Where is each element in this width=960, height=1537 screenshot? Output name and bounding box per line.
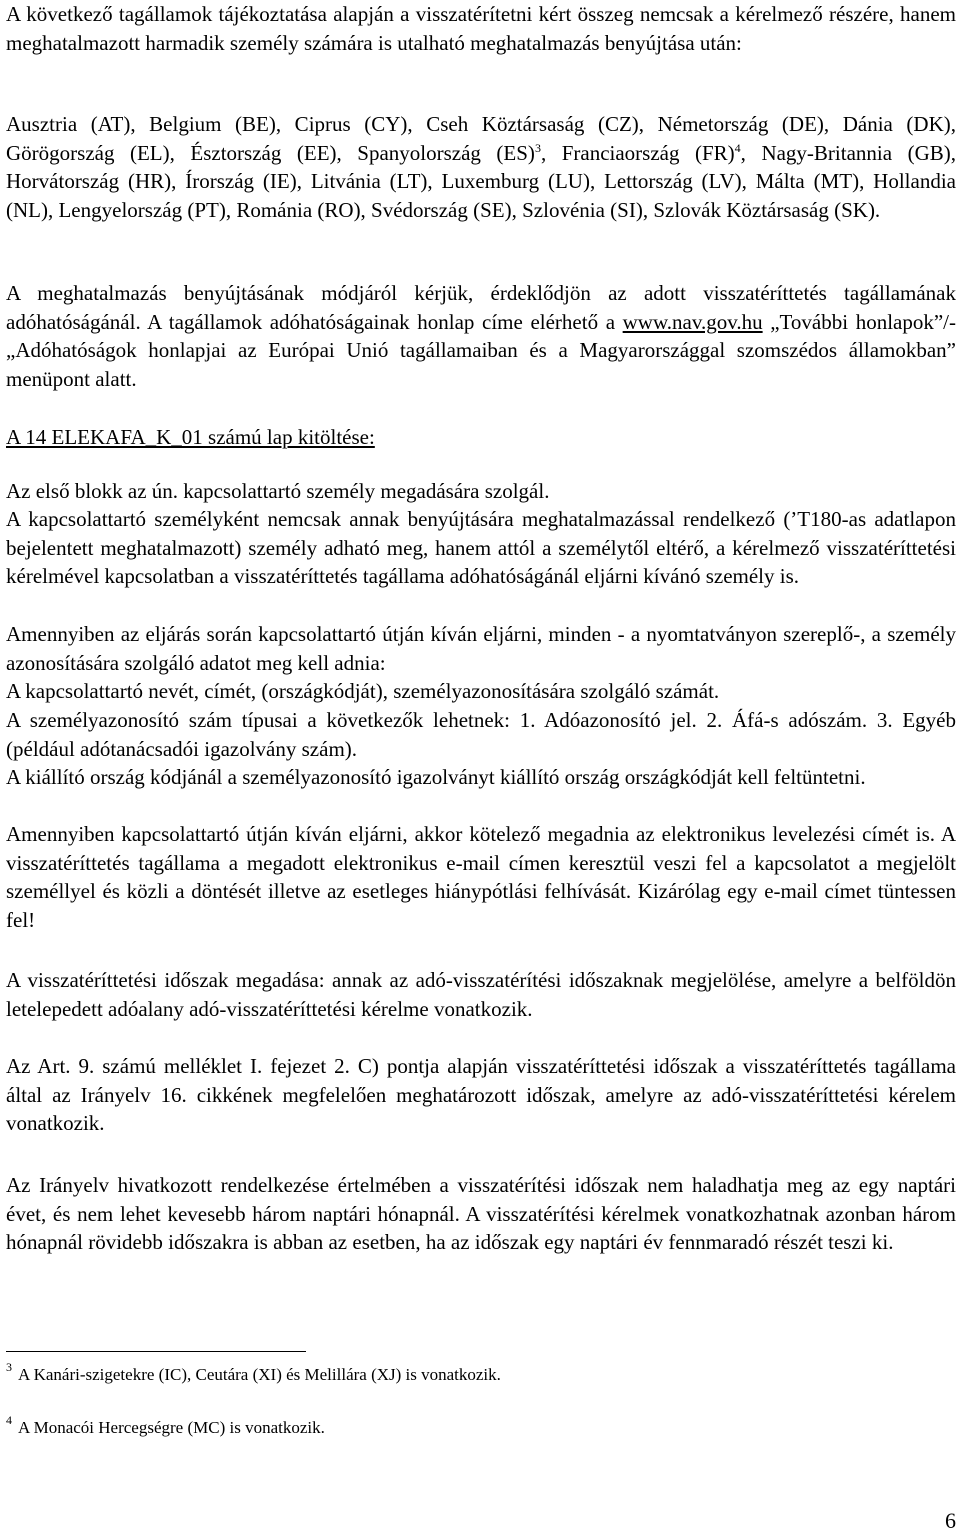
paragraph-art-annex: Az Art. 9. számú melléklet I. fejezet 2. C) pontja alapján visszatéríttetési időszak a visszatéríttetés tagállama által az Irányelv 16. cikkének megfelelően meghatározott időszak, amelyre az adó-visszatéríttetési kérelem vonatkozik. bbox=[6, 1054, 956, 1136]
intro-text: A következő tagállamok tájékoztatása alapján a visszatérítetni kért összeg nemcsak a kérelmező részére, hanem meghatalmazott harmadik személy számára is utalható meghatalmazás benyújtása után: bbox=[6, 2, 956, 55]
footnote-mark: 4 bbox=[6, 1413, 12, 1427]
footnote-mark: 3 bbox=[6, 1360, 12, 1374]
paragraph-country-code: A kiállító ország kódjánál a személyazonosító igazolványt kiállító ország országkódját kell feltüntetni. bbox=[6, 765, 866, 789]
paragraph-refund-period: A visszatéríttetési időszak megadása: annak az adó-visszatérítési időszaknak megjelölése, amelyre a belföldön letelepedett adóalany adó-visszatéríttetési kérelme vonatkozik. bbox=[6, 968, 956, 1021]
footnote-text: A Kanári-szigetekre (IC), Ceutára (XI) és Melillára (XJ) is vonatkozik. bbox=[18, 1365, 501, 1384]
country-list-part-1: Ausztria (AT), Belgium (BE), Ciprus (CY), Cseh Köztársaság (CZ), Németország (DE), Dánia (DK), Görögország (EL), Észtország (EE), Spanyolország (ES) bbox=[6, 112, 956, 165]
footnote-separator bbox=[6, 1351, 306, 1352]
paragraph-email: Amennyiben kapcsolattartó útján kíván eljárni, akkor kötelező megadnia az elektronikus levelezési címét is. A visszatéríttetés tagállama a megadott elektronikus e-mail címen keresztül veszi fel a kapcsolatot a megjelölt személlyel és közli a döntését illetve az esetleges hiánypótlási felhívását. Kizárólag egy e-mail címet tüntessen fel! bbox=[6, 822, 956, 932]
section-heading: A 14 ELEKAFA_K_01 számú lap kitöltése: bbox=[6, 425, 375, 449]
country-list-part-2: , Franciaország (FR) bbox=[540, 140, 735, 165]
country-list-part-3: , Nagy-Britannia (GB), Horvátország (HR), Írország (IE), Litvánia (LT), Luxemburg (LU), Lettország (LV), Málta (MT), Hollandia (NL), Lengyelország (PT), Románia (RO), Svédország (SE), Szlovénia (SI), Szlovák Köztársaság (SK). bbox=[6, 140, 956, 222]
paragraph-directive: Az Irányelv hivatkozott rendelkezése értelmében a visszatérítési időszak nem haladhatja meg az egy naptári évet, és nem lehet kevesebb három naptári hónapnál. A visszatérítési kérelmek vonatkozhatnak azonban három hónapnál rövidebb időszakra is abban az esetben, ha az időszak egy naptári év fennmaradó részét teszi ki. bbox=[6, 1173, 956, 1255]
nav-website-link[interactable]: www.nav.gov.hu bbox=[622, 309, 763, 334]
authorization-text-2: „További honlapok”/- „Adóhatóságok honlapjai az Európai Unió tagállamaiban és a Magyarországgal szomszédos államokban” menüpont alatt. bbox=[6, 309, 956, 391]
country-list-paragraph bbox=[6, 110, 956, 224]
intro-paragraph bbox=[6, 0, 956, 57]
footnote-ref-4[interactable]: 4 bbox=[734, 140, 741, 155]
authorization-paragraph bbox=[6, 279, 956, 393]
footnote-text: A Monacói Hercegségre (MC) is vonatkozik. bbox=[18, 1418, 325, 1437]
footnote-4 bbox=[6, 1413, 325, 1440]
paragraph-id-types: A személyazonosító szám típusai a következők lehetnek: 1. Adóazonosító jel. 2. Áfá-s adószám. 3. Egyéb (például adótanácsadói igazolvány szám). bbox=[6, 708, 956, 761]
footnote-3 bbox=[6, 1360, 501, 1387]
page-number: 6 bbox=[945, 1508, 956, 1533]
paragraph-procedure: Amennyiben az eljárás során kapcsolattartó útján kíván eljárni, minden - a nyomtatványon szereplő-, a személy azonosítására szolgáló adatot meg kell adnia: bbox=[6, 622, 956, 675]
authorization-text-1: A meghatalmazás benyújtásának módjáról kérjük, érdeklődjön az adott visszatéríttetés tagállamának adóhatóságánál. A tagállamok adóhatóságainak honlap címe elérhető a bbox=[6, 281, 956, 334]
footnote-ref-3[interactable]: 3 bbox=[534, 140, 541, 155]
paragraph-first-block: Az első blokk az ún. kapcsolattartó személy megadására szolgál. bbox=[6, 479, 550, 503]
paragraph-contact-person: A kapcsolattartó személyként nemcsak annak benyújtására meghatalmazással rendelkező (’T180-as adatlapon bejelentett meghatalmazott) személy adható meg, hanem attól a személytől eltérő, a kérelmező visszatéríttetési kérelmével kapcsolatban a visszatéríttetés tagállama adóhatóságánál eljárni kívánó személy is. bbox=[6, 507, 956, 589]
paragraph-contact-data: A kapcsolattartó nevét, címét, (országkódját), személyazonosítására szolgáló számát. bbox=[6, 679, 720, 703]
